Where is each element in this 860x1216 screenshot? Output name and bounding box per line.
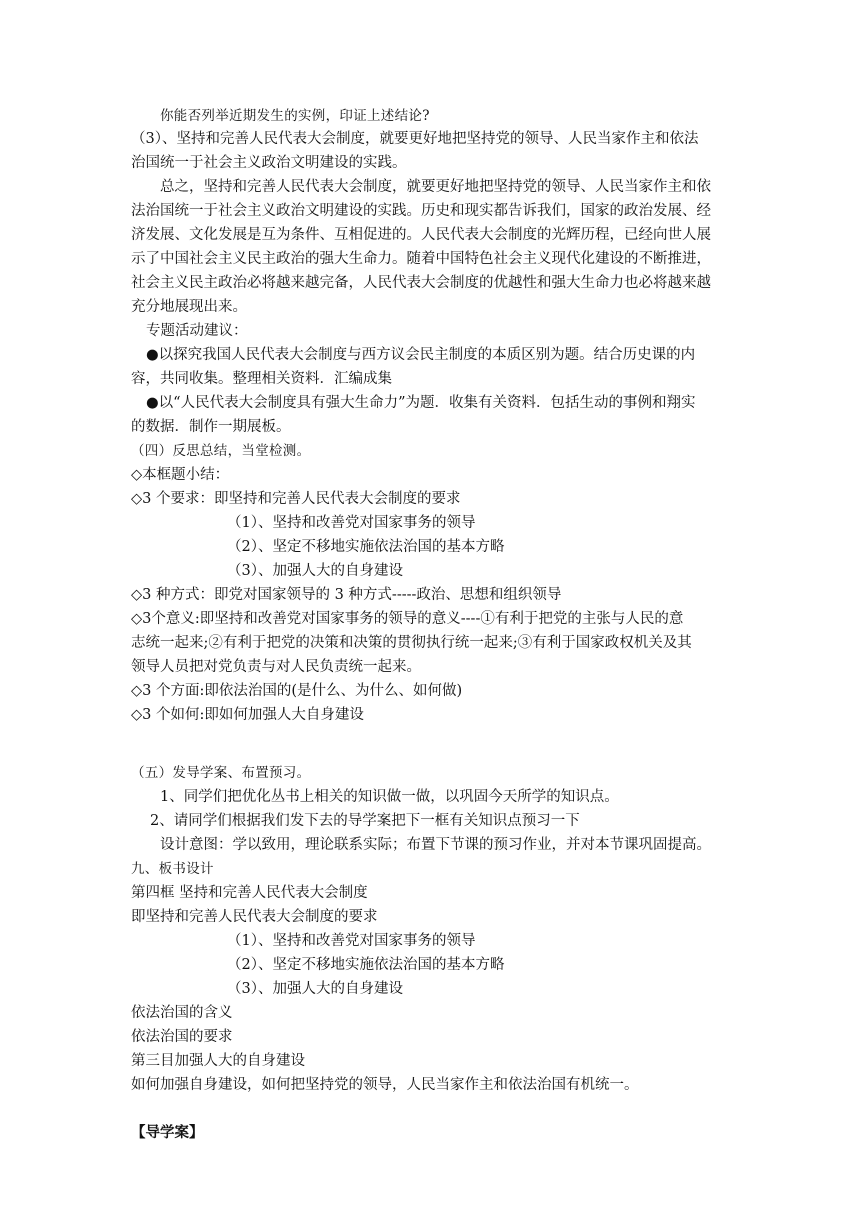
task-1: 1、同学们把优化丛书上相关的知识做一做，以巩固今天所学的知识点。	[160, 789, 619, 805]
summary-paragraph-line-1: 总之，坚持和完善人民代表大会制度，就要更好地把坚持党的领导、人民当家作主和依	[160, 179, 711, 195]
board-how: 如何加强自身建设，如何把坚持党的领导，人民当家作主和依法治国有机统一。	[131, 1077, 639, 1093]
summary-paragraph-line-5: 社会主义民主政治必将越来越完备，人民代表大会制度的优越性和强大生命力也必将越来越	[131, 275, 711, 291]
three-requirements: ◇3 个要求：即坚持和完善人民代表大会制度的要求	[131, 491, 461, 507]
board-rule-of-law-meaning: 依法治国的含义	[131, 1005, 233, 1021]
summary-paragraph-line-3: 济发展、文化发展是互为条件、互相促进的。人民代表大会制度的光辉历程，已经向世人展	[131, 227, 711, 243]
activity-item-2-line-2: 的数据．制作一期展板。	[131, 419, 291, 435]
summary-heading: ◇本框题小结：	[131, 467, 230, 483]
board-third-item: 第三目加强人大的自身建设	[131, 1053, 305, 1069]
design-intent: 设计意图：学以致用，理论联系实际；布置下节课的预习作业，并对本节课巩固提高。	[160, 837, 711, 853]
activity-heading: 专题活动建议：	[146, 323, 248, 339]
task-2: 2、请同学们根据我们发下去的导学案把下一框有关知识点预习一下	[150, 813, 580, 829]
summary-paragraph-line-6: 充分地展现出来。	[131, 299, 247, 315]
board-requirements: 即坚持和完善人民代表大会制度的要求	[131, 909, 378, 925]
section-5-heading: （五）发导学案、布置预习。	[131, 765, 311, 781]
activity-item-1-line-1: ●以探究我国人民代表大会制度与西方议会民主制度的本质区别为题。结合历史课的内	[146, 347, 696, 363]
requirement-3: （3）、加强人大的自身建设	[227, 563, 403, 579]
board-requirement-3: （3）、加强人大的自身建设	[227, 981, 403, 997]
three-meanings-line-2: 志统一起来;②有利于把党的决策和决策的贯彻执行统一起来;③有利于国家政权机关及其	[131, 635, 692, 651]
board-requirement-2: （2）、坚定不移地实施依法治国的基本方略	[227, 957, 505, 973]
point-3-line-1: （3）、坚持和完善人民代表大会制度，就要更好地把坚持党的领导、人民当家作主和依法	[131, 131, 699, 147]
three-aspects: ◇3 个方面:即依法治国的(是什么、为什么、如何做)	[131, 683, 463, 699]
study-guide-heading: 【导学案】	[131, 1124, 204, 1141]
section-4-heading: （四）反思总结，当堂检测。	[131, 443, 311, 459]
three-meanings-line-1: ◇3个意义:即坚持和改善党对国家事务的领导的意义----①有利于把党的主张与人民的意	[131, 611, 684, 627]
requirement-2: （2）、坚定不移地实施依法治国的基本方略	[227, 539, 505, 555]
summary-paragraph-line-4: 示了中国社会主义民主政治的强大生命力。随着中国特色社会主义现代化建设的不断推进，	[131, 251, 711, 267]
board-rule-of-law-requirement: 依法治国的要求	[131, 1029, 233, 1045]
three-meanings-line-3: 领导人员把对党负责与对人民负责统一起来。	[131, 659, 421, 675]
three-methods: ◇3 种方式：即党对国家领导的 3 种方式-----政治、思想和组织领导	[131, 587, 562, 603]
activity-item-1-line-2: 容，共同收集。整理相关资料．汇编成集	[131, 371, 392, 387]
summary-paragraph-line-2: 法治国统一于社会主义政治文明建设的实践。历史和现实都告诉我们，国家的政治发展、经	[131, 203, 711, 219]
board-title: 第四框 坚持和完善人民代表大会制度	[131, 885, 368, 901]
board-requirement-1: （1）、坚持和改善党对国家事务的领导	[227, 933, 476, 949]
point-3-line-2: 治国统一于社会主义政治文明建设的实践。	[131, 155, 407, 171]
activity-item-2-line-1: ●以“人民代表大会制度具有强大生命力”为题．收集有关资料．包括生动的事例和翔实	[146, 395, 696, 411]
section-9-heading: 九、板书设计	[131, 861, 214, 877]
three-hows: ◇3 个如何:即如何加强人大自身建设	[131, 707, 364, 723]
question-line: 你能否列举近期发生的实例，印证上述结论?	[160, 108, 430, 124]
requirement-1: （1）、坚持和改善党对国家事务的领导	[227, 515, 476, 531]
